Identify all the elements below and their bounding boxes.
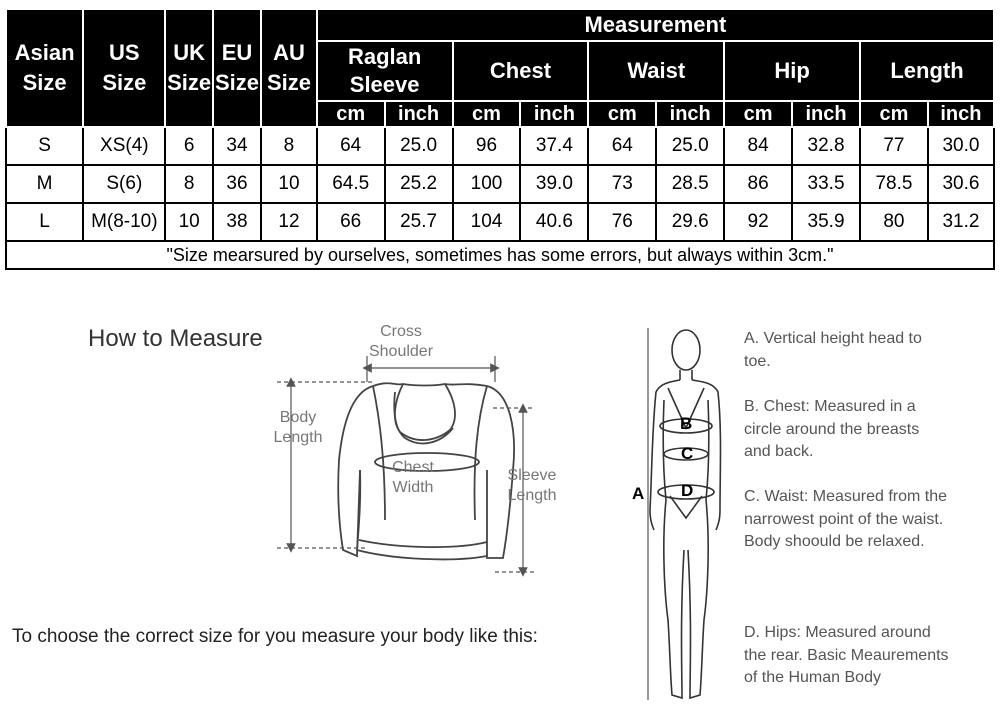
- header-au-size: AU Size: [261, 9, 317, 127]
- table-cell: 8: [165, 165, 212, 203]
- table-cell: 30.6: [928, 165, 994, 203]
- table-cell: 33.5: [792, 165, 860, 203]
- table-cell: 86: [724, 165, 792, 203]
- header-unit-inch: inch: [520, 101, 588, 127]
- cross-shoulder-label: Cross Shoulder: [368, 323, 434, 360]
- chest-width-label: Chest Width: [392, 459, 434, 496]
- figure-label-c: C: [681, 444, 694, 463]
- table-cell: 39.0: [520, 165, 588, 203]
- how-to-measure-title: How to Measure: [88, 325, 263, 352]
- header-us-size: US Size: [83, 9, 165, 127]
- table-cell: 25.0: [656, 127, 724, 165]
- measure-c-text: C. Waist: Measured from the narrowest point of the waist. Body shoould be relaxed.: [744, 488, 948, 550]
- header-measurement: Measurement: [317, 9, 994, 41]
- table-cell: 31.2: [928, 203, 994, 241]
- table-cell: 92: [724, 203, 792, 241]
- header-unit-cm: cm: [588, 101, 656, 127]
- header-unit-cm: cm: [453, 101, 521, 127]
- table-cell: 77: [860, 127, 928, 165]
- header-eu-size: EU Size: [213, 9, 261, 127]
- header-raglan-sleeve: Raglan Sleeve: [317, 41, 453, 101]
- table-cell: 25.7: [385, 203, 453, 241]
- header-asian-size: Asian Size: [6, 9, 83, 127]
- table-cell: 30.0: [928, 127, 994, 165]
- header-unit-cm: cm: [317, 101, 385, 127]
- size-chart-table: [5, 8, 995, 270]
- table-cell: M(8-10): [83, 203, 165, 241]
- table-cell: 36: [213, 165, 261, 203]
- table-cell: 8: [261, 127, 317, 165]
- header-uk-size: UK Size: [165, 9, 212, 127]
- figure-label-a: A: [632, 484, 645, 503]
- table-cell: S(6): [83, 165, 165, 203]
- figure-label-b: B: [680, 414, 693, 433]
- instruction-text: To choose the correct size for you measure your body like this:: [12, 626, 538, 647]
- sleeve-length-label: Sleeve Length: [507, 467, 557, 504]
- header-unit-inch: inch: [928, 101, 994, 127]
- measure-a-text: A. Vertical height head to toe.: [744, 330, 922, 370]
- header-unit-cm: cm: [860, 101, 928, 127]
- table-cell: 25.2: [385, 165, 453, 203]
- header-waist: Waist: [588, 41, 724, 101]
- header-unit-inch: inch: [792, 101, 860, 127]
- table-cell: 84: [724, 127, 792, 165]
- table-cell: 78.5: [860, 165, 928, 203]
- table-cell: 80: [860, 203, 928, 241]
- measure-b-text: B. Chest: Measured in a circle around the breasts and back.: [744, 398, 920, 460]
- body-outline: [650, 330, 721, 698]
- measure-d-text: D. Hips: Measured around the rear. Basic Meaurements of the Human Body: [744, 624, 949, 686]
- table-cell: 76: [588, 203, 656, 241]
- table-cell: M: [6, 165, 83, 203]
- header-unit-inch: inch: [656, 101, 724, 127]
- table-row: [6, 203, 994, 241]
- table-row: [6, 127, 994, 165]
- table-cell: 28.5: [656, 165, 724, 203]
- table-cell: S: [6, 127, 83, 165]
- table-cell: 38: [213, 203, 261, 241]
- body-figure: [620, 320, 740, 710]
- table-cell: 10: [165, 203, 212, 241]
- table-cell: 64: [317, 127, 385, 165]
- table-cell: 40.6: [520, 203, 588, 241]
- table-cell: 35.9: [792, 203, 860, 241]
- table-cell: 96: [453, 127, 521, 165]
- table-row: [6, 165, 994, 203]
- table-cell: 37.4: [520, 127, 588, 165]
- table-cell: 32.8: [792, 127, 860, 165]
- table-cell: 64.5: [317, 165, 385, 203]
- header-chest: Chest: [453, 41, 589, 101]
- table-cell: 12: [261, 203, 317, 241]
- header-unit-inch: inch: [385, 101, 453, 127]
- body-length-label: Body Length: [273, 409, 323, 446]
- header-unit-cm: cm: [724, 101, 792, 127]
- table-cell: 10: [261, 165, 317, 203]
- table-cell: 66: [317, 203, 385, 241]
- table-cell: 73: [588, 165, 656, 203]
- table-cell: 100: [453, 165, 521, 203]
- table-cell: 64: [588, 127, 656, 165]
- table-cell: 25.0: [385, 127, 453, 165]
- table-cell: 104: [453, 203, 521, 241]
- header-hip: Hip: [724, 41, 860, 101]
- table-note-row: [6, 241, 994, 269]
- figure-label-d: D: [681, 481, 694, 500]
- table-cell: XS(4): [83, 127, 165, 165]
- header-length: Length: [860, 41, 994, 101]
- table-cell: L: [6, 203, 83, 241]
- table-cell: 6: [165, 127, 212, 165]
- table-cell: 29.6: [656, 203, 724, 241]
- table-note: "Size mearsured by ourselves, sometimes has some errors, but always within 3cm.": [6, 241, 994, 269]
- table-cell: 34: [213, 127, 261, 165]
